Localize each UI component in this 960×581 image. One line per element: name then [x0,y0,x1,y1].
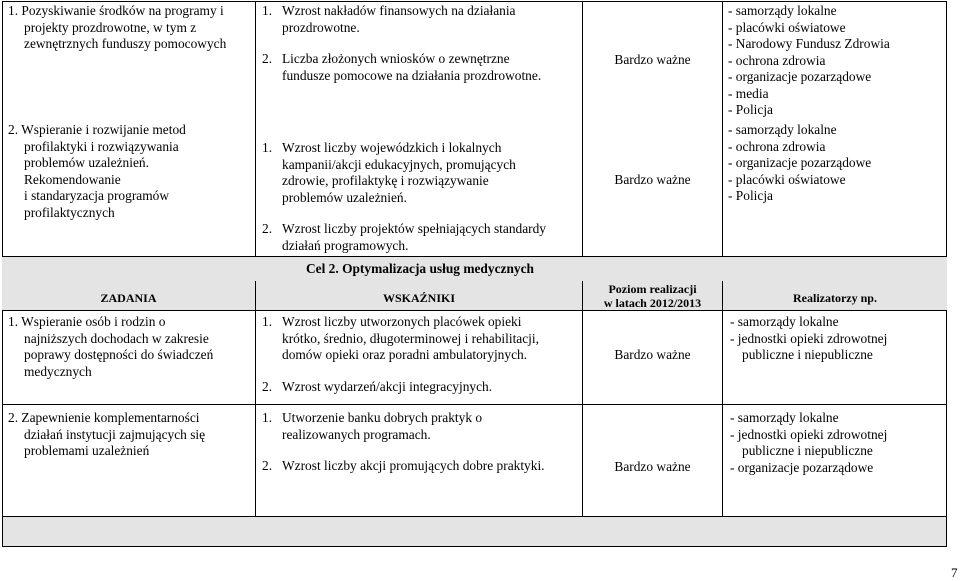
task-4: 2. Zapewnienie komplementarności działań instytucji zajmujących się problemami uzależnień [8,410,206,458]
indicator-item: 1. Wzrost liczby utworzonych placówek opieki krótko, średnio, długoterminowej i rehabilitacji, domów opieki oraz poradni ambulatoryjnych. [262,314,539,362]
footer-band [2,516,947,547]
indicators-1 [262,3,541,84]
col-line [255,281,256,516]
row-line [256,404,947,405]
header-implementers: Realizatorzy np. [793,291,877,305]
indicator-item: 2. Wzrost liczby akcji promujących dobre praktyki. [262,458,545,473]
implementers-4: - samorządy lokalne - jednostki opieki zdrowotnej publiczne i niepubliczne - organizacje pozarządowe [730,410,888,475]
level-4: Bardzo ważne [614,459,691,474]
level-1: Bardzo ważne [614,52,691,67]
task-3: 1. Wspieranie osób i rodzin o najniższych dochodach w zakresie poprawy dostępności do świadczeń medycznych [8,314,214,379]
header-level-1: Poziom realizacji [608,282,697,296]
col-line [582,281,583,516]
indicators-3 [262,314,539,395]
level-3: Bardzo ważne [614,347,691,362]
indicator-item: 2. Liczba złożonych wniosków o zewnętrzne fundusze pomocowe na działania prozdrowotne. [262,51,542,83]
header-level-2: w latach 2012/2013 [603,296,702,310]
task-1: 1. Pozyskiwanie środków na programy i projekty prozdrowotne, w tym z zewnętrznych funduszy pomocowych [8,3,227,51]
task-2: 2. Wspieranie i rozwijanie metod profilaktyki i rozwiązywania problemów uzależnień. Rekomendowanie i standaryzacja programów profilaktycznych [8,122,186,220]
indicator-item: 2. Wzrost liczby projektów spełniających standardy działań programowych. [262,221,547,253]
goal-title: Cel 2. Optymalizacja usług medycznych [306,261,534,276]
indicator-item: 1. Utworzenie banku dobrych praktyk o realizowanych programach. [262,410,483,442]
header-indicators: WSKAŹNIKI [382,291,456,305]
header-task: ZADANIA [100,291,157,305]
page-number: 7 [951,565,958,580]
implementers-2: - samorządy lokalne - ochrona zdrowia - organizacje pozarządowe - placówki oświatowe - Policja [728,122,872,203]
col-line [255,1,256,256]
implementers-1: - samorządy lokalne - placówki oświatowe - Narodowy Fundusz Zdrowia - ochrona zdrowia - organizacje pozarządowe - media - Policja [728,3,890,117]
implementers-3: - samorządy lokalne - jednostki opieki zdrowotnej publiczne i niepubliczne [730,314,888,362]
col-line [722,281,723,516]
indicator-item: 1. Wzrost nakładów finansowych na działania prozdrowotne. [262,3,516,35]
col-line [722,1,723,256]
level-2: Bardzo ważne [614,172,691,187]
indicators-4 [262,410,545,475]
indicator-item: 2. Wzrost wydarzeń/akcji integracyjnych. [262,378,493,394]
col-line [582,1,583,256]
indicators-2 [262,140,546,254]
indicator-item: 1. Wzrost liczby wojewódzkich i lokalnych kampanii/akcji edukacyjnych, promujących zdrowie, profilaktykę i rozwiązywanie problemów uzależnień. [262,140,516,205]
row-line [2,404,255,405]
